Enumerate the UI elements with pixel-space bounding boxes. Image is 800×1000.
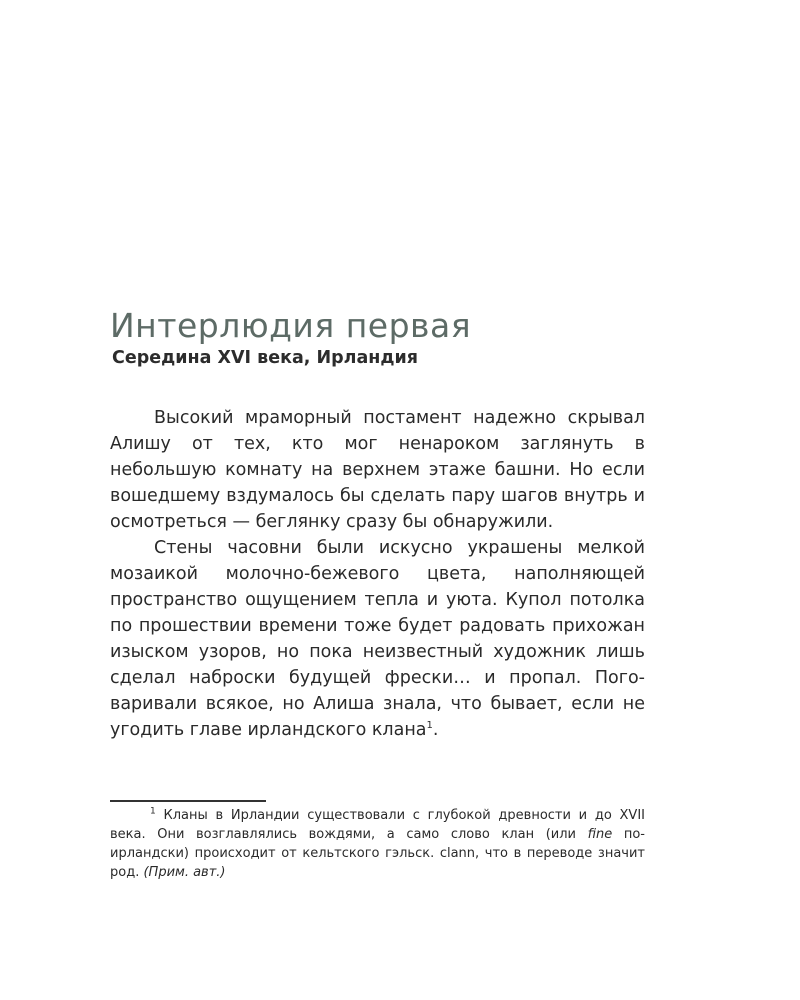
paragraph-2-end: . — [432, 720, 439, 740]
footnote-italic-word: fine — [587, 827, 613, 842]
footnote-text-before: Кланы в Ирландии существовали с глубокой древности и до XVII века. Они возглавлялись вождями, а само слово клан (или — [110, 808, 645, 842]
paragraph-2-text: Стены часовни были искусно украшены мелкой мозаикой молочно-бежевого цвета, наполняющей пространство ощущением тепла и уюта. Купол потолка по прошествии времени тоже будет радовать прихожан изыском узоров, но пока неизвестный художник лишь сделал наброски будущей фрески… и пропал. Поговаривали всякое, но Алиша знала, что бывает, если не угодить главе ирландского клана — [110, 538, 645, 740]
paragraph-2 — [110, 535, 645, 743]
chapter-title: Интерлюдия первая — [110, 306, 472, 345]
footnote-mark: 1 — [150, 806, 156, 817]
paragraph-1-text: Высокий мраморный постамент надежно скрывал Алишу от тех, кто мог ненароком заглянуть в небольшую комнату на верхнем этаже башни. Но если вошедшему вздумалось бы сделать пару шагов внутрь и осмотреться — беглянку сразу бы обнаружили. — [110, 408, 645, 532]
footnote-reference[interactable]: 1 — [426, 720, 433, 732]
footnote-author-note: (Прим. авт.) — [143, 865, 226, 880]
footnote-divider — [110, 800, 266, 802]
chapter-subtitle: Середина XVI века, Ирландия — [112, 348, 419, 368]
footnote — [110, 806, 645, 882]
paragraph-1 — [110, 405, 645, 535]
footnote-text-after: по-ирландски) происходит от кельтского гэльск. clann, что в переводе значит род. — [110, 827, 645, 880]
body-text — [110, 405, 645, 743]
